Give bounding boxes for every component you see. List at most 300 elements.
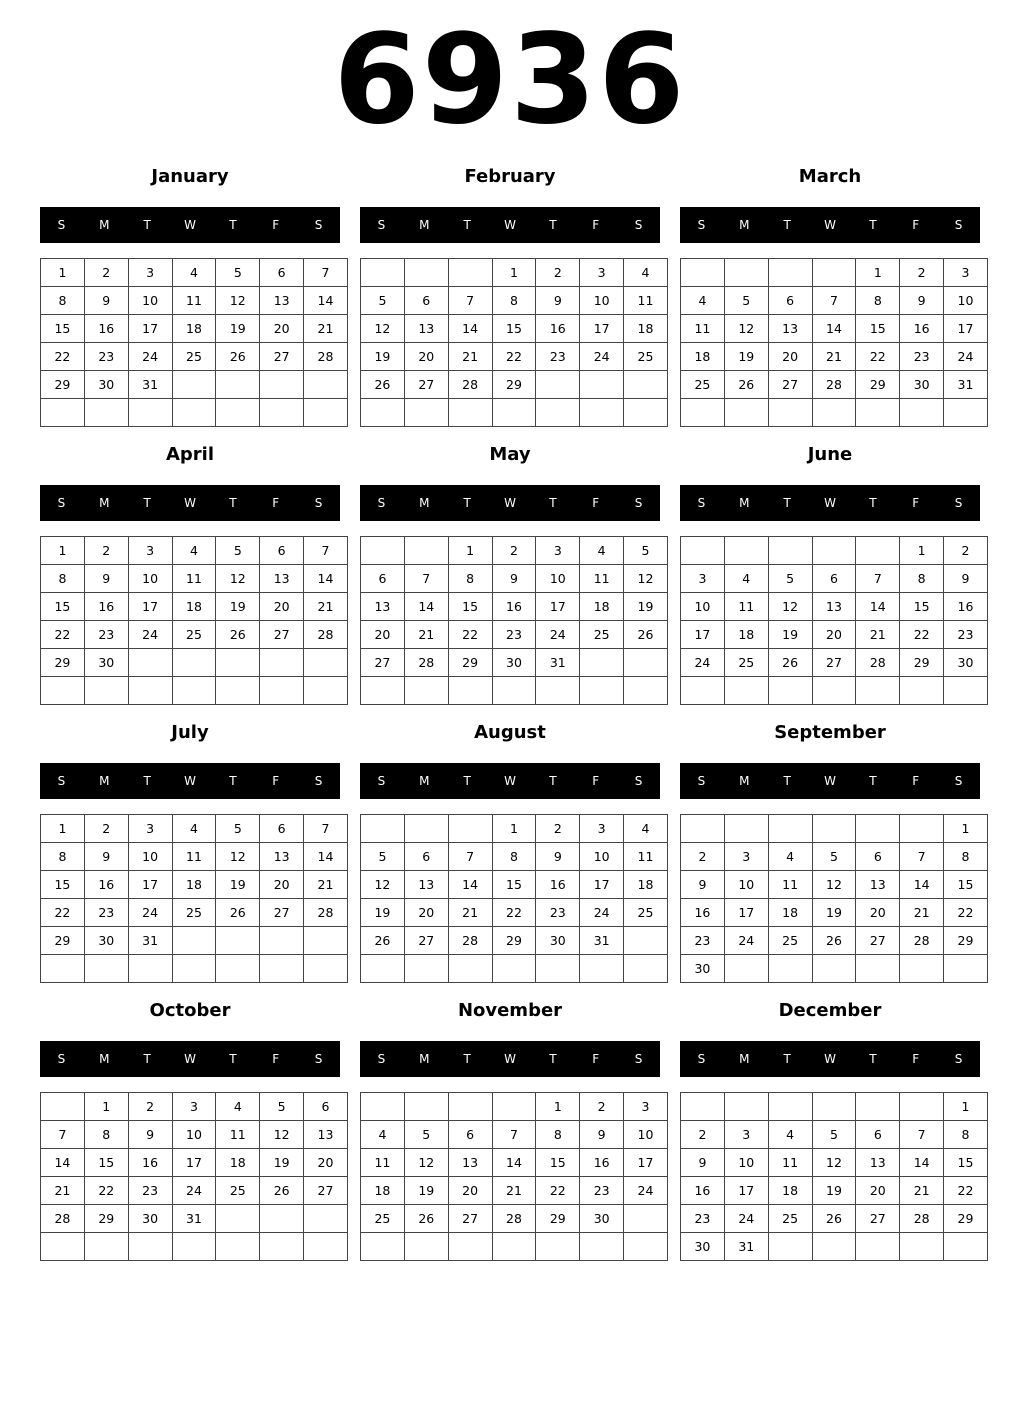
- month-title: September: [774, 722, 886, 743]
- day-cell: 25: [724, 649, 768, 677]
- day-cell: [172, 399, 216, 427]
- week-row: [41, 1233, 348, 1261]
- weekday-label: F: [272, 774, 280, 788]
- day-cell: 8: [856, 287, 900, 315]
- day-cell: [724, 259, 768, 287]
- day-cell: [856, 1093, 900, 1121]
- day-grid: [680, 1092, 988, 1261]
- day-cell: [41, 1093, 85, 1121]
- day-cell: 11: [624, 843, 668, 871]
- day-cell: [361, 1233, 405, 1261]
- day-cell: [404, 815, 448, 843]
- weekday-header: [40, 485, 340, 521]
- day-cell: 1: [536, 1093, 580, 1121]
- day-cell: 22: [41, 621, 85, 649]
- day-cell: [448, 1093, 492, 1121]
- day-cell: [41, 399, 85, 427]
- day-cell: 5: [812, 843, 856, 871]
- day-cell: 23: [944, 621, 988, 649]
- day-cell: 22: [856, 343, 900, 371]
- day-cell: 17: [536, 593, 580, 621]
- month-april: [40, 441, 340, 709]
- day-cell: 7: [304, 815, 348, 843]
- day-cell: 22: [900, 621, 944, 649]
- day-cell: [304, 649, 348, 677]
- day-cell: 15: [448, 593, 492, 621]
- day-cell: 21: [900, 1177, 944, 1205]
- day-cell: 27: [260, 899, 304, 927]
- weekday-label: S: [634, 1052, 643, 1066]
- day-cell: [404, 259, 448, 287]
- day-cell: 4: [724, 565, 768, 593]
- day-cell: 9: [128, 1121, 172, 1149]
- day-cell: 1: [944, 815, 988, 843]
- day-cell: 17: [724, 1177, 768, 1205]
- day-cell: [812, 677, 856, 705]
- day-cell: 12: [812, 1149, 856, 1177]
- day-cell: 5: [361, 843, 405, 871]
- day-cell: 19: [812, 1177, 856, 1205]
- day-cell: [404, 1233, 448, 1261]
- day-cell: 26: [404, 1205, 448, 1233]
- day-cell: [448, 955, 492, 983]
- day-cell: [768, 259, 812, 287]
- week-row: [361, 259, 668, 287]
- day-cell: 20: [260, 315, 304, 343]
- weekday-header: [40, 1041, 340, 1077]
- day-cell: [128, 649, 172, 677]
- day-cell: 24: [724, 1205, 768, 1233]
- day-cell: 8: [84, 1121, 128, 1149]
- day-cell: 4: [768, 843, 812, 871]
- day-cell: 31: [580, 927, 624, 955]
- day-cell: 4: [681, 287, 725, 315]
- day-cell: 14: [304, 287, 348, 315]
- week-row: [681, 677, 988, 705]
- day-cell: [128, 399, 172, 427]
- day-cell: [856, 955, 900, 983]
- day-cell: 27: [856, 927, 900, 955]
- day-grid: [40, 814, 348, 983]
- week-row: [681, 1093, 988, 1121]
- day-cell: [624, 955, 668, 983]
- day-cell: 25: [172, 899, 216, 927]
- month-title: April: [165, 444, 215, 465]
- day-cell: 2: [84, 259, 128, 287]
- day-grid: [680, 814, 988, 983]
- week-row: [41, 259, 348, 287]
- day-cell: 28: [812, 371, 856, 399]
- week-row: [41, 899, 348, 927]
- day-cell: 16: [84, 315, 128, 343]
- day-cell: [84, 1233, 128, 1261]
- day-cell: [812, 815, 856, 843]
- day-cell: [448, 1233, 492, 1261]
- day-cell: 29: [944, 1205, 988, 1233]
- day-cell: 27: [260, 343, 304, 371]
- weekday-label: W: [824, 1052, 836, 1066]
- day-cell: [404, 1093, 448, 1121]
- day-cell: 30: [681, 955, 725, 983]
- weekday-header: [40, 763, 340, 799]
- weekday-label: S: [634, 774, 643, 788]
- weekday-header: [40, 207, 340, 243]
- day-cell: [812, 955, 856, 983]
- day-cell: [361, 955, 405, 983]
- weekday-header: [680, 763, 980, 799]
- day-grid: [360, 536, 668, 705]
- weekday-label: M: [99, 218, 110, 232]
- day-cell: 26: [216, 343, 260, 371]
- day-cell: 3: [681, 565, 725, 593]
- day-cell: 25: [172, 621, 216, 649]
- day-cell: 26: [812, 927, 856, 955]
- day-cell: 22: [492, 343, 536, 371]
- day-cell: 18: [724, 621, 768, 649]
- day-cell: [361, 259, 405, 287]
- day-cell: [536, 677, 580, 705]
- week-row: [361, 315, 668, 343]
- day-cell: [624, 649, 668, 677]
- day-cell: 18: [624, 871, 668, 899]
- day-cell: 3: [724, 1121, 768, 1149]
- day-cell: [448, 259, 492, 287]
- day-cell: 8: [448, 565, 492, 593]
- day-cell: 6: [260, 815, 304, 843]
- day-cell: 20: [856, 899, 900, 927]
- day-cell: 1: [856, 259, 900, 287]
- weekday-label: M: [99, 1052, 110, 1066]
- month-title: November: [457, 1000, 563, 1021]
- day-cell: 24: [944, 343, 988, 371]
- month-august: [360, 719, 660, 987]
- weekday-label: T: [463, 496, 471, 510]
- day-cell: [624, 1233, 668, 1261]
- day-cell: 19: [724, 343, 768, 371]
- week-row: [681, 593, 988, 621]
- week-row: [41, 621, 348, 649]
- week-row: [361, 593, 668, 621]
- day-cell: 11: [681, 315, 725, 343]
- day-cell: 22: [492, 899, 536, 927]
- weekday-label: W: [504, 218, 516, 232]
- weekday-label: S: [377, 218, 386, 232]
- weekday-header: [680, 207, 980, 243]
- day-cell: [492, 399, 536, 427]
- day-cell: 10: [724, 1149, 768, 1177]
- day-cell: 7: [404, 565, 448, 593]
- day-cell: [944, 399, 988, 427]
- day-cell: [216, 927, 260, 955]
- day-cell: [724, 537, 768, 565]
- day-cell: [172, 1233, 216, 1261]
- day-cell: [944, 955, 988, 983]
- day-cell: [260, 927, 304, 955]
- month-february: [360, 163, 660, 431]
- day-cell: [580, 1233, 624, 1261]
- day-cell: 28: [856, 649, 900, 677]
- day-cell: 30: [681, 1233, 725, 1261]
- weekday-label: W: [824, 218, 836, 232]
- week-row: [361, 843, 668, 871]
- day-cell: 1: [41, 259, 85, 287]
- week-row: [681, 649, 988, 677]
- day-cell: 28: [304, 899, 348, 927]
- day-cell: 28: [304, 621, 348, 649]
- day-cell: [260, 399, 304, 427]
- day-cell: [812, 537, 856, 565]
- weekday-label: S: [314, 774, 323, 788]
- weekday-label: S: [377, 496, 386, 510]
- day-cell: [856, 1233, 900, 1261]
- weekday-label: M: [419, 774, 430, 788]
- weekday-label: W: [504, 774, 516, 788]
- day-cell: 21: [404, 621, 448, 649]
- day-cell: [304, 371, 348, 399]
- day-cell: [216, 649, 260, 677]
- day-grid: [40, 258, 348, 427]
- day-cell: [448, 815, 492, 843]
- day-cell: 24: [724, 927, 768, 955]
- day-cell: 21: [304, 593, 348, 621]
- month-title: May: [489, 444, 531, 465]
- week-row: [681, 343, 988, 371]
- day-cell: 17: [128, 871, 172, 899]
- day-cell: 8: [492, 287, 536, 315]
- day-cell: 31: [536, 649, 580, 677]
- day-cell: 12: [216, 287, 260, 315]
- day-cell: 15: [492, 871, 536, 899]
- day-cell: 30: [128, 1205, 172, 1233]
- week-row: [41, 315, 348, 343]
- week-row: [681, 927, 988, 955]
- day-cell: 29: [492, 371, 536, 399]
- day-cell: [536, 371, 580, 399]
- day-cell: 29: [944, 927, 988, 955]
- day-cell: 3: [580, 259, 624, 287]
- day-cell: 20: [404, 343, 448, 371]
- weekday-label: T: [869, 218, 877, 232]
- day-cell: 16: [492, 593, 536, 621]
- weekday-label: F: [272, 496, 280, 510]
- weekday-label: T: [869, 496, 877, 510]
- day-cell: 4: [172, 259, 216, 287]
- day-cell: [128, 677, 172, 705]
- day-cell: 15: [41, 593, 85, 621]
- month-title: December: [778, 1000, 882, 1021]
- month-november: [360, 997, 660, 1265]
- day-cell: 27: [448, 1205, 492, 1233]
- day-cell: 6: [404, 843, 448, 871]
- day-cell: 29: [856, 371, 900, 399]
- week-row: [41, 815, 348, 843]
- day-cell: 28: [900, 1205, 944, 1233]
- weekday-label: M: [739, 1052, 750, 1066]
- weekday-label: S: [377, 774, 386, 788]
- day-cell: 9: [580, 1121, 624, 1149]
- day-cell: 10: [536, 565, 580, 593]
- weekday-label: T: [463, 218, 471, 232]
- day-cell: 29: [84, 1205, 128, 1233]
- day-cell: [492, 1093, 536, 1121]
- weekday-label: W: [824, 496, 836, 510]
- day-cell: 24: [580, 343, 624, 371]
- weekday-header: [680, 1041, 980, 1077]
- weekday-label: T: [549, 774, 557, 788]
- day-cell: 19: [216, 315, 260, 343]
- day-cell: 12: [404, 1149, 448, 1177]
- day-cell: 11: [624, 287, 668, 315]
- day-cell: [304, 1205, 348, 1233]
- day-cell: 27: [856, 1205, 900, 1233]
- day-cell: 9: [492, 565, 536, 593]
- weekday-label: M: [419, 218, 430, 232]
- day-cell: 26: [260, 1177, 304, 1205]
- week-row: [41, 565, 348, 593]
- day-cell: 28: [448, 927, 492, 955]
- day-cell: 27: [768, 371, 812, 399]
- day-cell: 15: [41, 315, 85, 343]
- day-cell: 19: [216, 593, 260, 621]
- weekday-label: T: [143, 774, 151, 788]
- weekday-label: W: [504, 1052, 516, 1066]
- day-cell: 2: [900, 259, 944, 287]
- day-cell: 30: [84, 649, 128, 677]
- day-cell: [361, 537, 405, 565]
- weekday-label: S: [634, 218, 643, 232]
- day-cell: 14: [41, 1149, 85, 1177]
- weekday-label: T: [549, 218, 557, 232]
- day-cell: 17: [681, 621, 725, 649]
- day-cell: 14: [492, 1149, 536, 1177]
- day-cell: 29: [448, 649, 492, 677]
- day-cell: 28: [900, 927, 944, 955]
- day-cell: 9: [681, 871, 725, 899]
- week-row: [681, 871, 988, 899]
- day-cell: 20: [856, 1177, 900, 1205]
- day-cell: 13: [404, 315, 448, 343]
- day-cell: 27: [361, 649, 405, 677]
- day-cell: 18: [172, 593, 216, 621]
- day-cell: 16: [84, 871, 128, 899]
- day-cell: 7: [492, 1121, 536, 1149]
- day-cell: 30: [84, 927, 128, 955]
- day-cell: [404, 955, 448, 983]
- week-row: [41, 1149, 348, 1177]
- day-cell: [361, 1093, 405, 1121]
- day-cell: 11: [361, 1149, 405, 1177]
- day-cell: 19: [260, 1149, 304, 1177]
- day-cell: [856, 399, 900, 427]
- weekday-label: M: [739, 218, 750, 232]
- day-cell: 31: [128, 927, 172, 955]
- day-cell: [41, 677, 85, 705]
- day-cell: [216, 371, 260, 399]
- day-cell: 29: [492, 927, 536, 955]
- week-row: [41, 399, 348, 427]
- day-cell: 12: [216, 565, 260, 593]
- day-cell: 25: [172, 343, 216, 371]
- day-cell: 12: [812, 871, 856, 899]
- month-may: [360, 441, 660, 709]
- day-cell: [724, 399, 768, 427]
- day-cell: 1: [41, 815, 85, 843]
- weekday-label: T: [229, 1052, 237, 1066]
- day-cell: [812, 259, 856, 287]
- day-cell: [768, 677, 812, 705]
- day-cell: 18: [768, 1177, 812, 1205]
- day-cell: 12: [260, 1121, 304, 1149]
- week-row: [681, 1121, 988, 1149]
- day-cell: 20: [304, 1149, 348, 1177]
- day-cell: 7: [448, 287, 492, 315]
- day-cell: [768, 1093, 812, 1121]
- weekday-label: M: [99, 496, 110, 510]
- week-row: [361, 371, 668, 399]
- week-row: [41, 1121, 348, 1149]
- day-cell: 26: [768, 649, 812, 677]
- day-cell: 30: [536, 927, 580, 955]
- weekday-label: T: [783, 1052, 791, 1066]
- day-cell: 28: [41, 1205, 85, 1233]
- day-cell: 29: [900, 649, 944, 677]
- weekday-label: T: [143, 218, 151, 232]
- day-cell: 6: [856, 843, 900, 871]
- week-row: [361, 899, 668, 927]
- day-cell: [304, 955, 348, 983]
- day-cell: 8: [536, 1121, 580, 1149]
- day-cell: [681, 1093, 725, 1121]
- day-cell: [580, 371, 624, 399]
- day-cell: 27: [304, 1177, 348, 1205]
- day-cell: 10: [580, 287, 624, 315]
- day-cell: 24: [624, 1177, 668, 1205]
- day-cell: 10: [944, 287, 988, 315]
- day-cell: 10: [580, 843, 624, 871]
- day-cell: [172, 371, 216, 399]
- day-cell: 12: [361, 315, 405, 343]
- month-june: [680, 441, 980, 709]
- day-cell: 26: [361, 927, 405, 955]
- weekday-label: W: [184, 774, 196, 788]
- day-cell: 3: [536, 537, 580, 565]
- day-cell: 22: [448, 621, 492, 649]
- day-cell: [216, 1233, 260, 1261]
- weekday-label: T: [143, 496, 151, 510]
- day-cell: 4: [624, 259, 668, 287]
- week-row: [361, 871, 668, 899]
- day-cell: [260, 1233, 304, 1261]
- day-cell: [944, 677, 988, 705]
- day-cell: 1: [84, 1093, 128, 1121]
- day-cell: 19: [768, 621, 812, 649]
- weekday-label: S: [697, 218, 706, 232]
- day-cell: 23: [84, 343, 128, 371]
- day-cell: 17: [944, 315, 988, 343]
- day-cell: [900, 815, 944, 843]
- week-row: [681, 259, 988, 287]
- week-row: [361, 1177, 668, 1205]
- day-cell: 1: [900, 537, 944, 565]
- day-cell: [304, 399, 348, 427]
- day-cell: 20: [260, 871, 304, 899]
- day-cell: 12: [624, 565, 668, 593]
- day-cell: [216, 1205, 260, 1233]
- day-cell: 17: [128, 315, 172, 343]
- day-cell: [536, 399, 580, 427]
- day-cell: [900, 399, 944, 427]
- day-cell: 18: [216, 1149, 260, 1177]
